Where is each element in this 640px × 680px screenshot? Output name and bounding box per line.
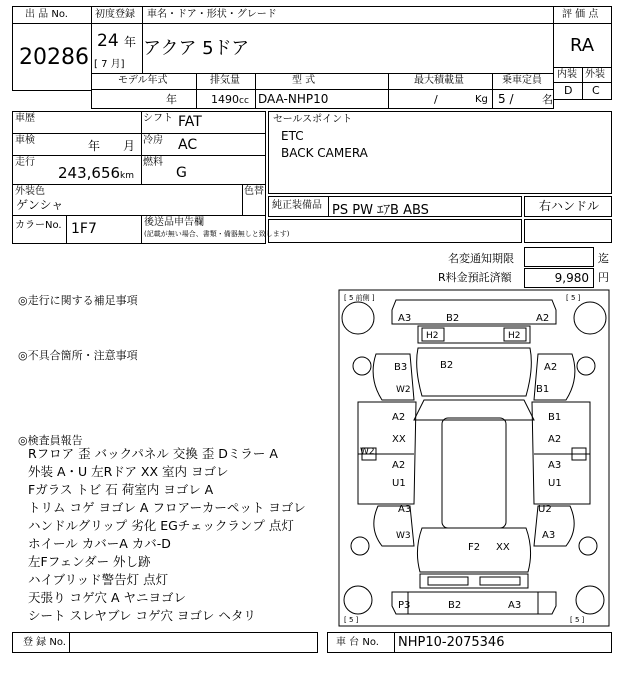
interior-grade: D [564,84,573,97]
displacement-value: 1490 [211,93,239,106]
chassis-no-box [327,632,612,653]
docs-note: (記載が無い場合、書類・備器無しと致します) [144,230,290,238]
mileage-label: 走行 [15,157,35,168]
capacity-value: 5 / [498,92,514,106]
inspector-report-line: ホイール カバーA カバ-D [28,536,171,551]
shift-label: シフト [143,113,173,124]
car-name-label: 車名・ドア・形状・グレード [147,9,277,20]
mark-ld1-a2: A2 [392,412,406,423]
sales-points-box [268,111,612,194]
inspector-report-line: 天張り コゲ穴 A ヤニヨゴレ [28,590,186,605]
mark-h2-left: H2 [426,331,439,341]
equipment-extra-box-r [524,219,612,243]
mark-left-w2: W2 [360,447,375,457]
mark-trunk-xx: XX [496,542,510,553]
fuel-value: G [176,165,187,181]
first-registration-label: 初度登録 [95,9,135,20]
mark-h2-right: H2 [508,331,521,341]
recolor-label: 色替 [244,186,264,197]
mark-lf-w2: W2 [396,385,411,395]
model-year-label: モデル年式 [118,75,168,86]
mark-rd1-b1: B1 [548,412,562,423]
chassis-no-label: 車 台 No. [336,637,379,648]
exterior-grade: C [592,84,600,97]
front-damage-label-r: [ 5 ] [566,294,581,302]
mark-rd1-a2: A2 [548,434,562,445]
color-no-value: 1F7 [71,221,97,237]
chassis-no-value: NHP10-2075346 [398,635,505,650]
inspector-report-line: 左Fフェンダー 外し跡 [28,554,151,569]
mark-rear-a3: A3 [508,600,522,611]
handle-box [524,196,612,217]
lot-number-box [12,6,92,91]
max-load-slash: / [434,93,438,106]
shift-value: FAT [178,114,202,130]
first-registration-year: 24 [97,31,119,51]
mark-lr-a3: A3 [398,504,412,515]
first-registration-box [91,6,143,74]
inspector-report-line: ハイブリッド警告灯 点灯 [28,572,169,587]
mark-rear-b2: B2 [448,600,462,611]
grade-box [553,6,612,100]
mark-rr-a3: A3 [542,530,556,541]
rear-damage-label-l: [ 5 ] [344,616,359,624]
equipment-label: 純正装備品 [272,200,322,211]
rear-damage-label-r: [ 5 ] [570,616,585,624]
lot-number: 20286 [19,45,89,70]
name-change-box [524,247,594,267]
overall-grade: RA [570,35,595,56]
recycle-value: 9,980 [554,271,589,285]
details-box [12,111,290,244]
type-label: 型 式 [292,75,316,86]
first-registration-month: [ 7 月] [94,59,125,70]
color-no-label: カラーNo. [15,220,62,231]
recycle-label: R料金預託済額 [438,271,512,284]
type-value: DAA-NHP10 [258,92,329,106]
inspection-label: 車検 [15,135,35,146]
inspector-report-line: ハンドルグリップ 劣化 EGチェックランプ 点灯 [28,518,294,533]
car-name: アクア 5ドア [143,38,250,59]
name-change-unit: 迄 [598,252,609,265]
exterior-label: 外装 [585,69,605,80]
aircon-label: 冷房 [143,135,163,146]
handle-value: 右ハンドル [539,199,600,213]
inspector-report-line: トリム コゲ ヨゴレ A フロアーカーペット ヨゴレ [28,500,306,515]
mark-front-b2: B2 [446,313,460,324]
inspector-report-line: シート スレヤブレ コゲ穴 ヨゴレ ヘタリ [28,608,256,623]
max-load-unit: Kg [475,94,488,105]
inspector-report-line: Rフロア 歪 バックパネル 交換 歪 Dミラー A [28,446,278,461]
mark-rd2-u1: U1 [548,478,562,489]
mark-lr-w3: W3 [396,531,411,541]
history-label: 車歴 [15,113,35,124]
mark-hood-b2: B2 [440,360,454,371]
mark-rf-b1: B1 [536,384,550,395]
car-name-box [142,6,554,74]
fuel-label: 燃料 [143,157,163,168]
mark-rear-p3: P3 [398,600,411,611]
equipment-box [268,196,522,217]
mark-front-a2: A2 [536,313,550,324]
interior-label: 内装 [557,69,577,80]
sales-point-item: ETC [281,129,304,143]
registration-no-box [12,632,318,653]
displacement-unit: cc [239,96,249,106]
displacement-label: 排気量 [210,75,240,86]
inspection-month: 月 [123,139,136,153]
recycle-box [524,268,594,288]
mark-rr-u2: U2 [538,504,552,515]
equipment-value: PS PW ｴｱB ABS [332,203,429,218]
mark-ld2-u1: U1 [392,478,406,489]
mark-rf-a2: A2 [544,362,558,373]
name-change-label: 名変通知期限 [448,252,514,265]
year-unit: 年 [124,35,137,49]
mark-rd2-a3: A3 [548,460,562,471]
equipment-extra-box [268,219,522,243]
registration-no-label: 登 録 No. [23,637,66,648]
mileage-unit: km [120,171,134,181]
mileage-value: 243,656 [58,164,121,182]
inspector-report-line: Fガラス トビ 石 荷室内 ヨゴレ A [28,482,214,497]
grade-label: 評 価 点 [562,9,599,20]
max-load-label: 最大積載量 [414,75,464,86]
color-label: 外装色 [15,186,45,197]
sales-points-label: セールスポイント [273,114,353,125]
color-value: ゲンシャ [16,198,64,212]
defects-label: ◎不具合箇所・注意事項 [18,349,138,362]
docs-label: 後送品申告欄 [144,217,204,228]
mark-ld2-a2: A2 [392,460,406,471]
mark-lf-b3: B3 [394,362,408,373]
inspection-year: 年 [88,139,101,153]
inspector-report-line: 外装 A・U 左Rドア XX 室内 ヨゴレ [28,464,229,479]
model-year-unit: 年 [166,93,177,106]
spec-row [91,73,554,109]
car-damage-diagram [338,288,612,628]
lot-number-label: 出 品 No. [25,9,68,20]
driving-notes-label: ◎走行に関する補足事項 [18,294,138,307]
mark-trunk-f2: F2 [468,542,481,553]
mark-ld1-xx: XX [392,434,406,445]
aircon-value: AC [178,137,198,153]
sales-point-item: BACK CAMERA [281,146,368,160]
recycle-unit: 円 [598,271,609,284]
capacity-label: 乗車定員 [502,75,542,86]
mark-front-a3: A3 [398,313,412,324]
capacity-unit: 名 [542,93,553,106]
front-damage-label: [ 5 前側 ] [344,294,375,302]
inspector-report-label: ◎検査員報告 [18,434,83,447]
